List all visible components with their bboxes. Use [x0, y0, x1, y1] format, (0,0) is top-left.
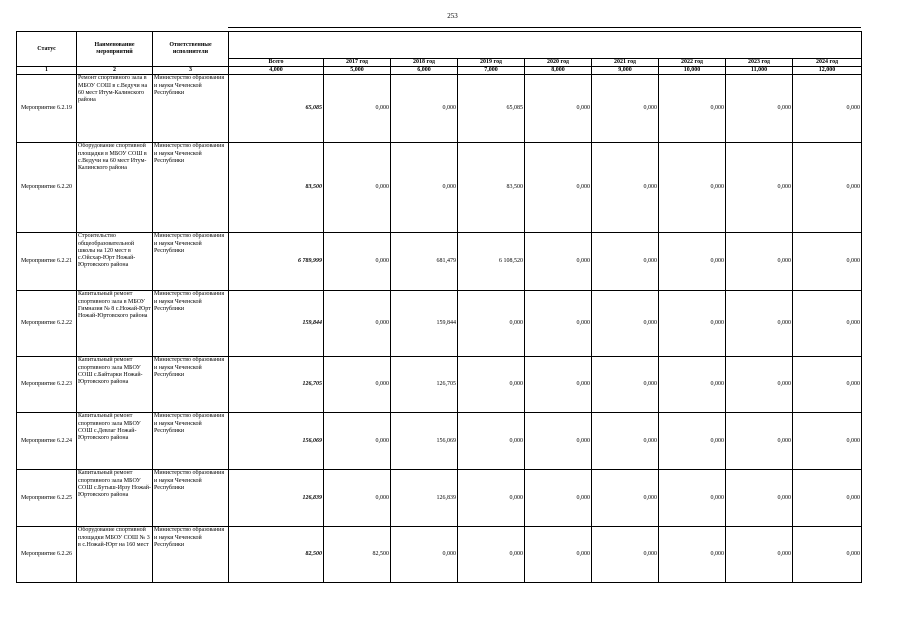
row-year-value: 0,000: [324, 291, 391, 357]
row-year-value: 0,000: [324, 357, 391, 413]
index-cell: 1: [17, 67, 77, 75]
index-cell: 12,000: [793, 67, 862, 75]
row-year-value: 0,000: [391, 143, 458, 233]
row-year-value: 0,000: [793, 291, 862, 357]
row-responsible: Министерство образования и науки Чеченской Республики: [153, 291, 229, 357]
row-responsible: Министерство образования и науки Чеченской Республики: [153, 527, 229, 583]
row-name: Ремонт спортивного зала в МБОУ СОШ в с.Ведучи на 60 мест Итум-Калинского района: [77, 75, 153, 143]
row-year-value: 0,000: [525, 357, 592, 413]
row-year-value: 0,000: [525, 143, 592, 233]
row-year-value: 0,000: [525, 291, 592, 357]
row-year-value: 0,000: [391, 75, 458, 143]
row-year-value: 0,000: [324, 75, 391, 143]
header-year-2017: 2017 год: [324, 59, 391, 67]
header-year-2020: 2020 год: [525, 59, 592, 67]
row-year-value: 0,000: [793, 233, 862, 291]
row-year-value: 126,705: [391, 357, 458, 413]
table-row: [17, 527, 862, 583]
index-cell: 10,000: [659, 67, 726, 75]
row-year-value: 0,000: [592, 413, 659, 470]
header-rule: [228, 27, 861, 28]
header-total: Всего: [229, 59, 324, 67]
row-name: Капитальный ремонт спортивного зала МБОУ СОШ с.Байтарки Ножай-Юртовского района: [77, 357, 153, 413]
row-year-value: 0,000: [793, 527, 862, 583]
row-responsible: Министерство образования и науки Чеченской Республики: [153, 233, 229, 291]
budget-table: [16, 31, 862, 583]
row-status: Мероприятие 6.2.20: [17, 143, 77, 233]
row-year-value: 0,000: [793, 75, 862, 143]
row-year-value: 0,000: [525, 470, 592, 527]
page-number: 253: [447, 12, 458, 20]
row-status: Мероприятие 6.2.24: [17, 413, 77, 470]
row-total: 83,500: [229, 143, 324, 233]
table-row: [17, 233, 862, 291]
header-year-2023: 2023 год: [726, 59, 793, 67]
row-total: 6 789,999: [229, 233, 324, 291]
header-year-2021: 2021 год: [592, 59, 659, 67]
row-name: Строительство общеобразовательной школы на 120 мест в с.Ойсхар-Юрт Ножай-Юртовского района: [77, 233, 153, 291]
row-year-value: 6 108,520: [458, 233, 525, 291]
table-row: [17, 143, 862, 233]
row-year-value: 0,000: [659, 527, 726, 583]
index-cell: 8,000: [525, 67, 592, 75]
row-year-value: 126,839: [391, 470, 458, 527]
row-year-value: 0,000: [726, 470, 793, 527]
row-year-value: 0,000: [592, 291, 659, 357]
row-year-value: 0,000: [726, 143, 793, 233]
index-cell: 6,000: [391, 67, 458, 75]
row-year-value: 0,000: [793, 413, 862, 470]
row-year-value: 0,000: [659, 143, 726, 233]
row-year-value: 0,000: [659, 75, 726, 143]
index-cell: 11,000: [726, 67, 793, 75]
row-year-value: 0,000: [726, 527, 793, 583]
row-status: Мероприятие 6.2.23: [17, 357, 77, 413]
row-year-value: 82,500: [324, 527, 391, 583]
row-total: 126,839: [229, 470, 324, 527]
row-total: 156,069: [229, 413, 324, 470]
row-year-value: 0,000: [592, 357, 659, 413]
row-year-value: 0,000: [458, 291, 525, 357]
index-cell: 9,000: [592, 67, 659, 75]
row-year-value: 0,000: [458, 413, 525, 470]
row-status: Мероприятие 6.2.22: [17, 291, 77, 357]
row-status: Мероприятие 6.2.19: [17, 75, 77, 143]
row-year-value: 0,000: [793, 470, 862, 527]
index-cell: 5,000: [324, 67, 391, 75]
row-year-value: 0,000: [592, 143, 659, 233]
row-responsible: Министерство образования и науки Чеченской Республики: [153, 357, 229, 413]
row-year-value: 0,000: [324, 470, 391, 527]
row-year-value: 0,000: [659, 357, 726, 413]
header-year-2019: 2019 год: [458, 59, 525, 67]
table-row: [17, 470, 862, 527]
table-row: [17, 357, 862, 413]
row-responsible: Министерство образования и науки Чеченской Республики: [153, 75, 229, 143]
row-year-value: 159,844: [391, 291, 458, 357]
row-year-value: 0,000: [726, 357, 793, 413]
row-year-value: 0,000: [659, 470, 726, 527]
row-total: 159,844: [229, 291, 324, 357]
column-index-row: [17, 67, 862, 75]
row-responsible: Министерство образования и науки Чеченской Республики: [153, 413, 229, 470]
row-year-value: 0,000: [458, 527, 525, 583]
index-cell: 7,000: [458, 67, 525, 75]
index-cell: 3: [153, 67, 229, 75]
row-year-value: 0,000: [793, 143, 862, 233]
table-row: [17, 75, 862, 143]
table-row: [17, 413, 862, 470]
row-year-value: 0,000: [726, 233, 793, 291]
row-year-value: 0,000: [324, 413, 391, 470]
table-row: [17, 291, 862, 357]
row-name: Капитальный ремонт спортивного зала МБОУ СОШ с.Бутыш-Ирзу Ножай-Юртовского района: [77, 470, 153, 527]
row-year-value: 0,000: [659, 291, 726, 357]
row-year-value: 0,000: [525, 527, 592, 583]
index-cell: 4,000: [229, 67, 324, 75]
row-year-value: 681,479: [391, 233, 458, 291]
header-year-2022: 2022 год: [659, 59, 726, 67]
row-year-value: 0,000: [525, 233, 592, 291]
header-status: Статус: [17, 32, 77, 67]
header-years-group: [229, 32, 862, 59]
row-year-value: 0,000: [793, 357, 862, 413]
row-year-value: 65,085: [458, 75, 525, 143]
row-year-value: 0,000: [525, 413, 592, 470]
row-status: Мероприятие 6.2.25: [17, 470, 77, 527]
row-year-value: 0,000: [391, 527, 458, 583]
row-total: 126,705: [229, 357, 324, 413]
row-responsible: Министерство образования и науки Чеченской Республики: [153, 143, 229, 233]
row-status: Мероприятие 6.2.21: [17, 233, 77, 291]
row-responsible: Министерство образования и науки Чеченской Республики: [153, 470, 229, 527]
row-status: Мероприятие 6.2.26: [17, 527, 77, 583]
row-name: Оборудование спортивной площадки МБОУ СОШ № 3 в с.Ножай-Юрт на 160 мест: [77, 527, 153, 583]
row-year-value: 0,000: [592, 470, 659, 527]
row-year-value: 0,000: [726, 75, 793, 143]
row-year-value: 0,000: [726, 291, 793, 357]
row-year-value: 0,000: [659, 413, 726, 470]
header-responsible: Ответственные исполнители: [153, 32, 229, 67]
row-year-value: 83,500: [458, 143, 525, 233]
row-year-value: 0,000: [324, 233, 391, 291]
row-total: 65,085: [229, 75, 324, 143]
row-name: Капитальный ремонт спортивного зала МБОУ СОШ с.Девлаг Ножай-Юртовского района: [77, 413, 153, 470]
row-year-value: 0,000: [324, 143, 391, 233]
header-year-2024: 2024 год: [793, 59, 862, 67]
row-year-value: 0,000: [458, 357, 525, 413]
row-year-value: 0,000: [592, 233, 659, 291]
row-year-value: 0,000: [726, 413, 793, 470]
row-total: 82,500: [229, 527, 324, 583]
row-year-value: 0,000: [592, 527, 659, 583]
row-year-value: 0,000: [525, 75, 592, 143]
table-header-row: [17, 32, 862, 59]
row-year-value: 0,000: [458, 470, 525, 527]
row-year-value: 0,000: [592, 75, 659, 143]
index-cell: 2: [77, 67, 153, 75]
header-name: Наименование мероприятий: [77, 32, 153, 67]
row-name: Оборудование спортивной площадки в МБОУ СОШ в с.Ведучи на 60 мест Итум-Калинского района: [77, 143, 153, 233]
row-year-value: 0,000: [659, 233, 726, 291]
row-year-value: 156,069: [391, 413, 458, 470]
row-name: Капитальный ремонт спортивного зала в МБОУ Гимназия № 8 с.Ножай-Юрт Ножай-Юртовского района: [77, 291, 153, 357]
header-year-2018: 2018 год: [391, 59, 458, 67]
